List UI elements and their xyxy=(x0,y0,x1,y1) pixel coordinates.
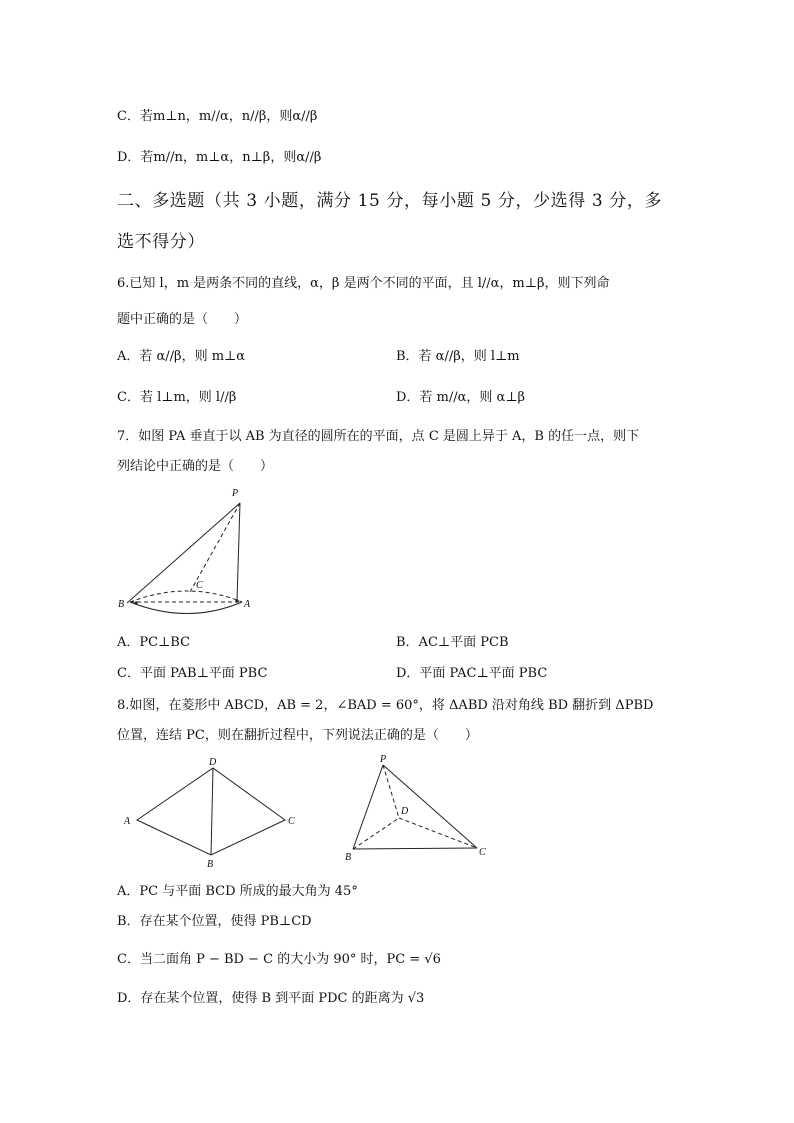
fig8a-label-b: B xyxy=(207,859,214,870)
option-6c: C．若 l⊥m，则 l//β xyxy=(117,390,237,405)
option-7b: B．AC⊥平面 PCB xyxy=(396,635,509,650)
option-8a: A．PC 与平面 BCD 所成的最大角为 45° xyxy=(117,884,358,899)
fig8b-label-d: D xyxy=(401,806,409,817)
fig7-edge-pc xyxy=(190,503,240,592)
fig8b-edge-bc xyxy=(353,848,477,849)
question-8-stem-line2: 位置，连结 PC，则在翻折过程中，下列说法正确的是（ ） xyxy=(117,728,478,743)
question-7-stem-line1: 7．如图 PA 垂直于以 AB 为直径的圆所在的平面，点 C 是圆上异于 A，B 的任一点，则下 xyxy=(117,429,640,444)
fig7-label-c: C xyxy=(196,580,203,591)
option-6b: B．若 α//β，则 l⊥m xyxy=(396,349,520,364)
option-8c: C．当二面角 P − BD − C 的大小为 90° 时，PC = √6 xyxy=(117,952,441,967)
option-6a: A．若 α//β，则 m⊥α xyxy=(117,349,246,364)
fig8a-label-a: A xyxy=(124,816,131,827)
fig7-edge-pb xyxy=(127,503,240,603)
fig7-circle-back xyxy=(130,591,242,602)
fig8b-label-b: B xyxy=(345,852,352,863)
fig7-circle-front xyxy=(130,602,242,614)
section-2-heading-line1: 二、多选题（共 3 小题，满分 15 分，每小题 5 分，少选得 3 分，多 xyxy=(117,191,663,211)
fig8a-label-d: D xyxy=(209,757,217,768)
fig8b-label-c: C xyxy=(479,847,486,858)
fig8b-edge-pd xyxy=(383,765,399,818)
option-7d: D．平面 PAC⊥平面 PBC xyxy=(396,666,548,681)
fig7-label-p: P xyxy=(232,488,239,499)
question-8-stem-line1: 8.如图，在菱形中 ABCD，AB = 2，∠BAD = 60°，将 ΔABD 沿对角线 BD 翻折到 ΔPBD xyxy=(117,698,654,713)
fig7-point-b xyxy=(134,601,137,604)
fig8a-label-c: C xyxy=(288,816,295,827)
fig8b-edge-pb xyxy=(353,765,383,849)
fig8b-edge-bd xyxy=(353,818,399,849)
fig8b-edge-dc xyxy=(399,818,477,848)
option-5c: C．若m⊥n，m//α，n//β，则α//β xyxy=(117,109,318,124)
figure-7-cone-diagram xyxy=(110,480,270,625)
option-6d: D．若 m//α，则 α⊥β xyxy=(396,390,526,405)
question-6-stem-line2: 题中正确的是（ ） xyxy=(117,312,248,327)
fig8a-diagonal-bd xyxy=(211,768,213,855)
option-8d: D．存在某个位置，使得 B 到平面 PDC 的距离为 √3 xyxy=(117,991,425,1006)
fig8b-label-p: P xyxy=(380,754,387,765)
figure-8-folded-tetrahedron-diagram xyxy=(335,750,505,870)
section-2-heading-line2: 选不得分） xyxy=(117,232,205,252)
option-7c: C．平面 PAB⊥平面 PBC xyxy=(117,666,268,681)
option-5d: D．若m//n，m⊥α，n⊥β，则α//β xyxy=(117,150,322,165)
option-8b: B．存在某个位置，使得 PB⊥CD xyxy=(117,914,312,929)
question-7-stem-line2: 列结论中正确的是（ ） xyxy=(117,459,274,474)
fig8b-edge-pc xyxy=(383,765,477,848)
fig7-edge-pa xyxy=(237,503,240,601)
option-7a: A．PC⊥BC xyxy=(117,635,191,650)
fig7-label-b: B xyxy=(118,599,125,610)
figure-8-rhombus-diagram xyxy=(115,750,315,870)
fig7-label-a: A xyxy=(244,599,251,610)
fig7-point-a xyxy=(235,599,238,602)
question-6-stem-line1: 6.已知 l，m 是两条不同的直线，α，β 是两个不同的平面，且 l//α，m⊥β，则下列命 xyxy=(117,276,610,291)
